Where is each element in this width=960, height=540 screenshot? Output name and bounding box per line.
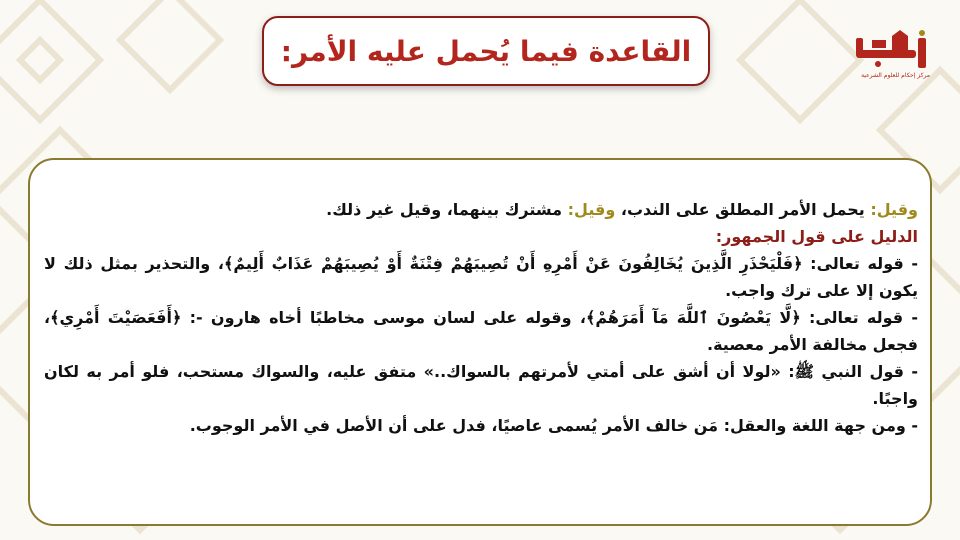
opinion-text-1: يحمل الأمر المطلق على الندب، (615, 200, 871, 219)
opinion-paragraph (44, 196, 918, 223)
logo (848, 28, 936, 92)
content-box (28, 158, 932, 526)
logo-mark-icon (848, 28, 936, 72)
title-box (262, 16, 710, 86)
content-text (44, 196, 918, 439)
evidence-item-4: - ومن جهة اللغة والعقل: مَن خالف الأمر يُسمى عاصيًا، فدل على أن الأصل في الأمر الوجوب. (189, 416, 918, 435)
logo-subtitle: مركز إحكام للعلوم الشرعية (861, 72, 930, 79)
evidence-item-2: - قوله تعالى: ﴿لَّا يَعْصُونَ ٱللَّهَ مَآ أَمَرَهُمْ﴾، وقوله على لسان موسى مخاطبًا أخاه هارون -: ﴿أَفَعَصَيْتَ أَمْرِي﴾، فجعل مخالفة الأمر معصية. (44, 308, 919, 354)
opinion-label-1: وقيل: (870, 200, 918, 219)
evidence-item-3: - قول النبي ﷺ: «لولا أن أشق على أمتي لأمرتهم بالسواك..» متفق عليه، والسواك مستحب، فلو أمر به لكان واجبًا. (44, 362, 918, 408)
opinion-label-2: وقيل: (567, 200, 616, 219)
page-title: القاعدة فيما يُحمل عليه الأمر: (280, 34, 692, 68)
evidence-item-1: - قوله تعالى: ﴿فَلْيَحْذَرِ الَّذِينَ يُخَالِفُونَ عَنْ أَمْرِهِ أَنْ تُصِيبَهُمْ فِتْنَةٌ أَوْ يُصِيبَهُمْ عَذَابٌ أَلِيمٌ﴾، والتحذير بمثل ذلك لا يكون إلا على ترك واجب. (44, 254, 918, 300)
opinion-text-2: مشترك بينهما، وقيل غير ذلك. (326, 200, 568, 219)
evidence-heading: الدليل على قول الجمهور: (715, 227, 918, 246)
